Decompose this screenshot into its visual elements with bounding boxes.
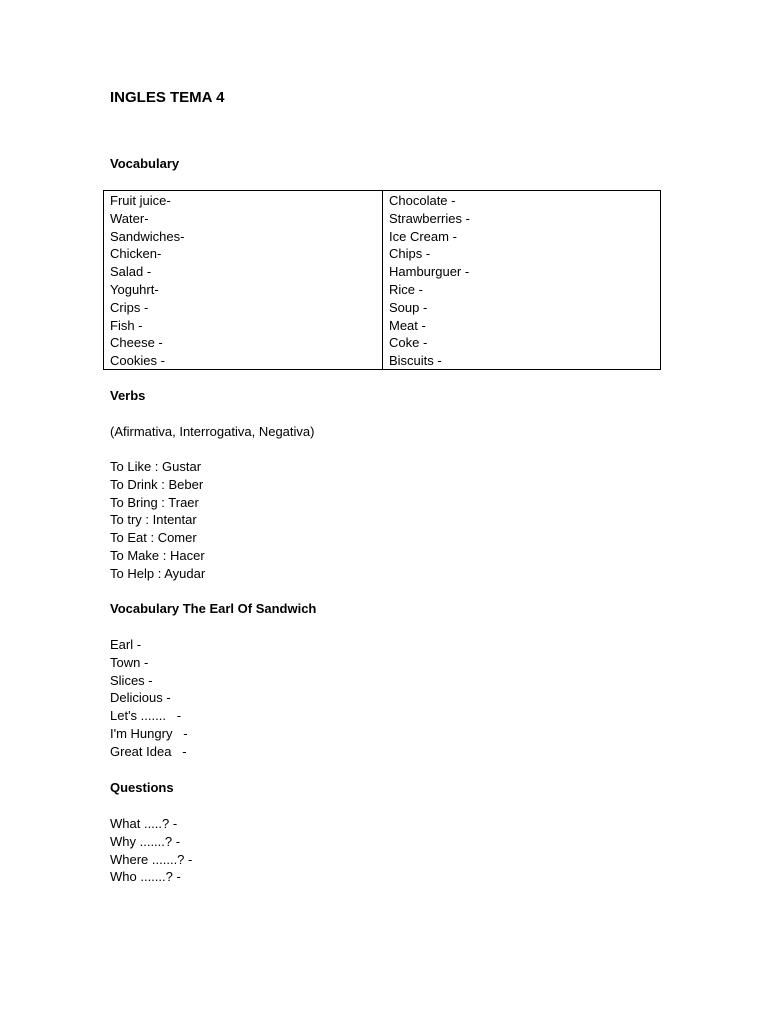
earl-vocabulary-heading: Vocabulary The Earl Of Sandwich <box>110 601 317 616</box>
vocabulary-word: Yoguhrt- <box>110 281 159 297</box>
vocabulary-word: Hamburguer - <box>389 264 470 280</box>
verb-item: To Eat : Comer <box>110 530 197 546</box>
document-title: INGLES TEMA 4 <box>110 89 225 106</box>
earl-vocabulary-item: Slices - <box>110 672 153 688</box>
earl-vocabulary-item: Great Idea - <box>110 743 187 759</box>
vocabulary-word: Soup - <box>389 299 428 315</box>
vocabulary-word: Meat - <box>389 317 426 333</box>
question-item: Who .......? - <box>110 869 181 885</box>
question-item: Why .......? - <box>110 833 181 849</box>
earl-vocabulary-item: Let's ....... - <box>110 708 182 724</box>
verb-item: To Drink : Beber <box>110 476 204 492</box>
verb-item: To try : Intentar <box>110 512 197 528</box>
vocabulary-word: Fruit juice- <box>110 193 171 208</box>
vocabulary-word: Water- <box>110 210 149 226</box>
vocabulary-word: Chips - <box>389 246 431 262</box>
verb-forms-note: (Afirmativa, Interrogativa, Negativa) <box>110 424 315 439</box>
verb-item: To Bring : Traer <box>110 494 199 510</box>
earl-vocabulary-item: Town - <box>110 654 149 670</box>
verbs-heading: Verbs <box>110 388 146 403</box>
vocabulary-word: Coke - <box>389 335 428 351</box>
vocabulary-word: Salad - <box>110 264 152 280</box>
question-item: Where .......? - <box>110 851 193 867</box>
vocabulary-word: Biscuits - <box>389 353 442 369</box>
earl-vocabulary-list <box>110 636 188 761</box>
vocabulary-word: Crips - <box>110 299 149 315</box>
vocabulary-word: Ice Cream - <box>389 228 457 244</box>
vocabulary-table <box>103 190 661 370</box>
vocabulary-right-column <box>383 191 660 369</box>
verb-item: To Like : Gustar <box>110 459 202 474</box>
vocabulary-word: Rice - <box>389 281 423 297</box>
verb-item: To Help : Ayudar <box>110 565 206 581</box>
questions-heading: Questions <box>110 780 174 795</box>
vocabulary-word: Strawberries - <box>389 210 470 226</box>
vocabulary-word: Cheese - <box>110 335 163 351</box>
vocabulary-left-column <box>104 191 383 369</box>
vocabulary-word: Sandwiches- <box>110 228 185 244</box>
verb-item: To Make : Hacer <box>110 547 205 563</box>
earl-vocabulary-item: Earl - <box>110 637 142 652</box>
vocabulary-word: Fish - <box>110 317 143 333</box>
earl-vocabulary-item: Delicious - <box>110 690 171 706</box>
earl-vocabulary-item: I'm Hungry - <box>110 725 188 741</box>
vocabulary-heading: Vocabulary <box>110 156 180 171</box>
vocabulary-word: Cookies - <box>110 353 165 369</box>
question-item: What .....? - <box>110 816 178 831</box>
verbs-list <box>110 458 205 583</box>
questions-list <box>110 815 192 886</box>
vocabulary-word: Chicken- <box>110 246 162 262</box>
vocabulary-word: Chocolate - <box>389 193 456 208</box>
